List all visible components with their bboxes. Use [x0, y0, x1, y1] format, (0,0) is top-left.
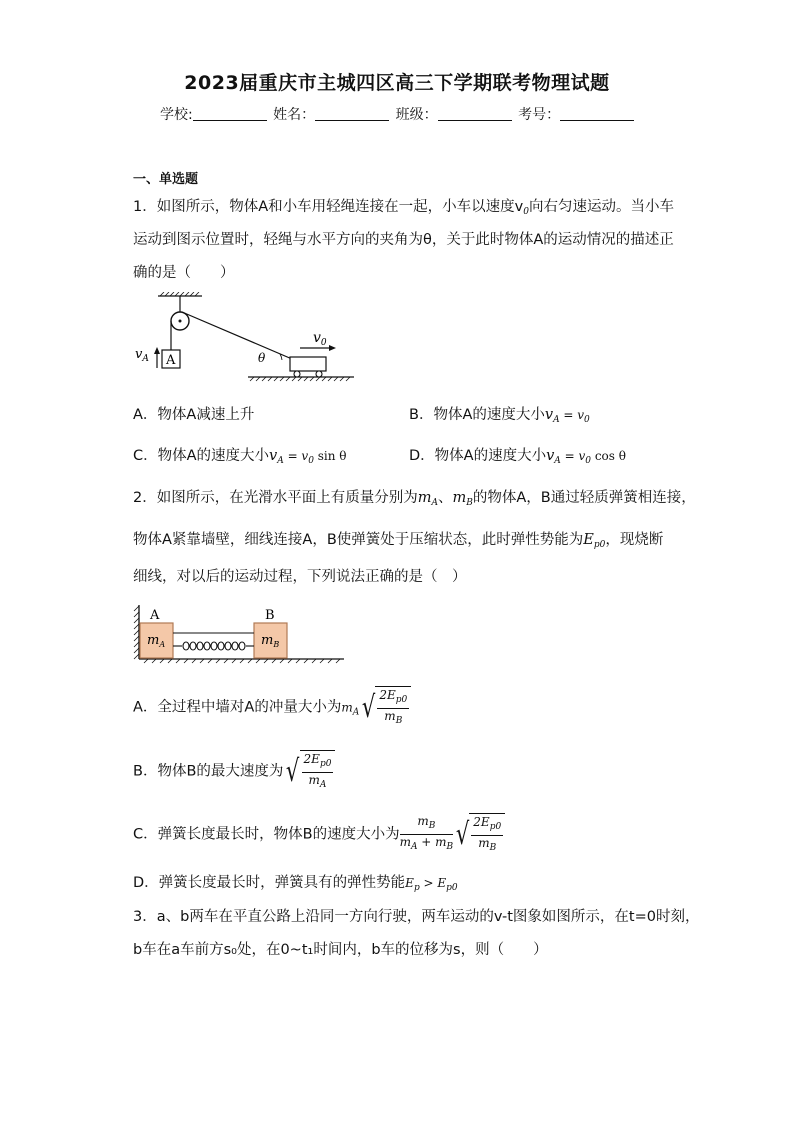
- q1-option-b[interactable]: B．物体A的速度大小$v_A = v_0$: [409, 407, 590, 425]
- q2-option-d[interactable]: D．弹簧长度最长时，弹簧具有的弹性势能$E_p > E_{p0}$: [133, 875, 458, 893]
- q3-line-2: b车在a车前方s₀处，在0~t₁时间内，b车的位移为s，则（ ）: [133, 942, 548, 958]
- block-b-mass: $m_B$: [261, 633, 280, 649]
- spring: [183, 642, 245, 650]
- q1-line-1: 1．如图所示，物体A和小车用轻绳连接在一起，小车以速度$v_0$向右匀速运动。当小车: [133, 199, 674, 217]
- class-blank[interactable]: [438, 106, 512, 121]
- class-label: 班级：: [395, 107, 438, 123]
- q2-figure: [130, 603, 350, 665]
- name-label: 姓名：: [273, 107, 316, 123]
- block-a-top-label: A: [150, 608, 160, 623]
- q1-figure: [130, 292, 360, 392]
- q1-option-d[interactable]: D．物体A的速度大小$v_A = v_0$ cos θ: [409, 448, 626, 466]
- block-b-top-label: B: [265, 608, 275, 623]
- student-info-row: [160, 104, 636, 124]
- q2-option-c[interactable]: C．弹簧长度最长时，物体B的速度大小为 $\frac{m_B}{m_A + m_B}$ √ $\frac{2E_{p0}}{m_B}$: [133, 813, 505, 856]
- cart-body: [290, 357, 326, 371]
- q2-line-2: 物体A紧靠墙壁，细线连接A，B使弹簧处于压缩状态，此时弹性势能为$E_{p0}$，现烧断: [133, 532, 664, 550]
- q1-line-3: 确的是（ ）: [133, 265, 235, 281]
- q2-option-a[interactable]: A．全过程中墙对A的冲量大小为$m_A√$ $\frac{2E_{p0}}{m_B}$: [133, 686, 411, 731]
- cart-wheel-left: [294, 371, 300, 377]
- rope-slanted: [182, 312, 292, 359]
- v0-label: $v_0$: [313, 330, 327, 348]
- q1-option-a[interactable]: A．物体A减速上升: [133, 407, 255, 423]
- section-heading: 一、单选题: [133, 172, 199, 187]
- q2-line-1: 2．如图所示，在光滑水平面上有质量分别为$m_A$、$m_B$的物体A，B通过轻质弹簧相连接，: [133, 490, 696, 508]
- q2-line-3: 细线，对以后的运动过程，下列说法正确的是（ ）: [133, 569, 467, 585]
- q1-option-c[interactable]: C．物体A的速度大小$v_A = v_0$ sin θ: [133, 448, 347, 466]
- block-a-label: A: [166, 353, 176, 368]
- block-a-mass: $m_A$: [147, 633, 166, 649]
- school-label: 学校:: [160, 107, 193, 123]
- theta-label: θ: [258, 351, 266, 365]
- exam-title: 2023届重庆市主城四区高三下学期联考物理试题: [184, 72, 610, 94]
- q3-line-1: 3．a、b两车在平直公路上沿同一方向行驶，两车运动的v-t图象如图所示，在t=0时刻，: [133, 909, 700, 925]
- q2-option-b[interactable]: B．物体B的最大速度为√ $\frac{2E_{p0}}{m_A}$: [133, 750, 335, 793]
- name-blank[interactable]: [315, 106, 389, 121]
- q1-line-2: 运动到图示位置时，轻绳与水平方向的夹角为θ，关于此时物体A的运动情况的描述正: [133, 232, 674, 248]
- va-label: $v_A$: [135, 347, 149, 364]
- cart-wheel-right: [316, 371, 322, 377]
- exam-number-blank[interactable]: [560, 106, 634, 121]
- school-blank[interactable]: [193, 106, 267, 121]
- exam-number-label: 考号：: [518, 107, 561, 123]
